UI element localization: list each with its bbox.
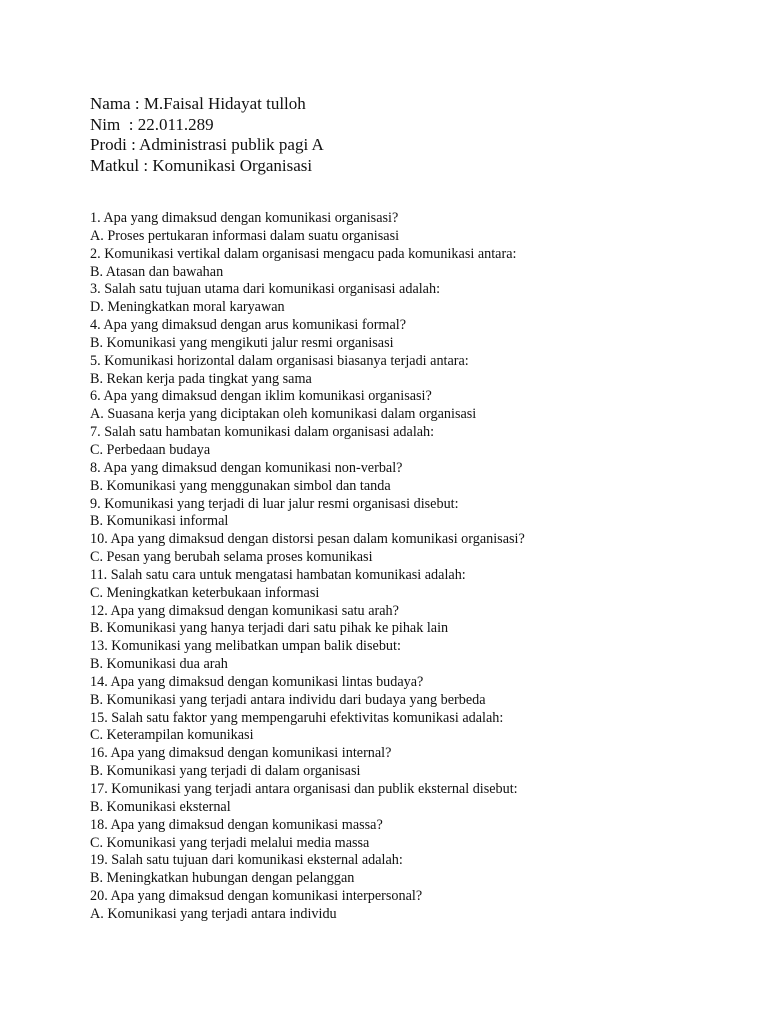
question-text: 10. Apa yang dimaksud dengan distorsi pesan dalam komunikasi organisasi?	[90, 531, 525, 548]
question-text: 13. Komunikasi yang melibatkan umpan balik disebut:	[90, 638, 401, 655]
answer-text: C. Pesan yang berubah selama proses komunikasi	[90, 549, 373, 566]
student-name: Nama : M.Faisal Hidayat tulloh	[90, 94, 306, 113]
question-text: 11. Salah satu cara untuk mengatasi hambatan komunikasi adalah:	[90, 566, 466, 583]
list-item	[90, 852, 525, 888]
list-item	[90, 817, 525, 853]
answer-text: C. Keterampilan komunikasi	[90, 727, 254, 744]
list-item	[90, 460, 525, 496]
answer-text: A. Suasana kerja yang diciptakan oleh komunikasi dalam organisasi	[90, 406, 477, 423]
list-item	[90, 496, 525, 532]
list-item	[90, 353, 525, 389]
answer-text: B. Komunikasi yang terjadi di dalam organisasi	[90, 763, 361, 780]
list-item	[90, 745, 525, 781]
student-info-header	[90, 94, 324, 177]
student-id: Nim : 22.011.289	[90, 114, 214, 134]
question-text: 19. Salah satu tujuan dari komunikasi eksternal adalah:	[90, 852, 403, 869]
list-item	[90, 281, 525, 317]
answer-text: B. Komunikasi yang terjadi antara individu dari budaya yang berbeda	[90, 691, 486, 708]
answer-text: B. Komunikasi dua arah	[90, 656, 228, 673]
question-text: 6. Apa yang dimaksud dengan iklim komunikasi organisasi?	[90, 388, 432, 405]
question-text: 15. Salah satu faktor yang mempengaruhi efektivitas komunikasi adalah:	[90, 709, 504, 726]
answer-text: A. Komunikasi yang terjadi antara individu	[90, 905, 337, 922]
list-item	[90, 567, 525, 603]
answer-text: B. Komunikasi yang hanya terjadi dari satu pihak ke pihak lain	[90, 620, 449, 637]
answer-text: B. Meningkatkan hubungan dengan pelanggan	[90, 870, 355, 887]
question-text: 8. Apa yang dimaksud dengan komunikasi non-verbal?	[90, 459, 403, 476]
question-text: 14. Apa yang dimaksud dengan komunikasi lintas budaya?	[90, 673, 424, 690]
list-item	[90, 603, 525, 639]
list-item	[90, 638, 525, 674]
answer-text: C. Meningkatkan keterbukaan informasi	[90, 584, 320, 601]
answer-text: D. Meningkatkan moral karyawan	[90, 299, 285, 316]
question-text: 17. Komunikasi yang terjadi antara organisasi dan publik eksternal disebut:	[90, 781, 518, 797]
list-item	[90, 424, 525, 460]
question-text: 16. Apa yang dimaksud dengan komunikasi internal?	[90, 745, 392, 762]
answer-text: B. Komunikasi yang mengikuti jalur resmi organisasi	[90, 334, 394, 351]
list-item	[90, 246, 525, 282]
question-text: 18. Apa yang dimaksud dengan komunikasi massa?	[90, 816, 383, 833]
question-text: 3. Salah satu tujuan utama dari komunikasi organisasi adalah:	[90, 281, 441, 298]
question-text: 1. Apa yang dimaksud dengan komunikasi organisasi?	[90, 210, 399, 226]
list-item	[90, 710, 525, 746]
list-item	[90, 388, 525, 424]
question-text: 2. Komunikasi vertikal dalam organisasi mengacu pada komunikasi antara:	[90, 245, 517, 262]
answer-text: B. Komunikasi eksternal	[90, 798, 231, 815]
answer-text: B. Komunikasi informal	[90, 513, 229, 530]
answer-text: C. Komunikasi yang terjadi melalui media massa	[90, 834, 370, 851]
question-text: 9. Komunikasi yang terjadi di luar jalur resmi organisasi disebut:	[90, 495, 459, 512]
study-program: Prodi : Administrasi publik pagi A	[90, 135, 324, 155]
answer-text: B. Komunikasi yang menggunakan simbol dan tanda	[90, 477, 391, 494]
answer-text: B. Rekan kerja pada tingkat yang sama	[90, 370, 312, 387]
answer-text: B. Atasan dan bawahan	[90, 263, 224, 280]
list-item	[90, 781, 525, 817]
question-text: 20. Apa yang dimaksud dengan komunikasi interpersonal?	[90, 888, 423, 905]
course-name: Matkul : Komunikasi Organisasi	[90, 156, 313, 176]
list-item	[90, 317, 525, 353]
list-item	[90, 674, 525, 710]
list-item	[90, 888, 525, 924]
list-item	[90, 531, 525, 567]
answer-text: A. Proses pertukaran informasi dalam suatu organisasi	[90, 227, 400, 244]
question-answer-list	[90, 210, 525, 924]
question-text: 4. Apa yang dimaksud dengan arus komunikasi formal?	[90, 317, 406, 334]
question-text: 7. Salah satu hambatan komunikasi dalam organisasi adalah:	[90, 424, 435, 441]
list-item	[90, 210, 525, 246]
question-text: 12. Apa yang dimaksud dengan komunikasi satu arah?	[90, 602, 399, 619]
question-text: 5. Komunikasi horizontal dalam organisasi biasanya terjadi antara:	[90, 352, 469, 369]
answer-text: C. Perbedaan budaya	[90, 441, 211, 458]
